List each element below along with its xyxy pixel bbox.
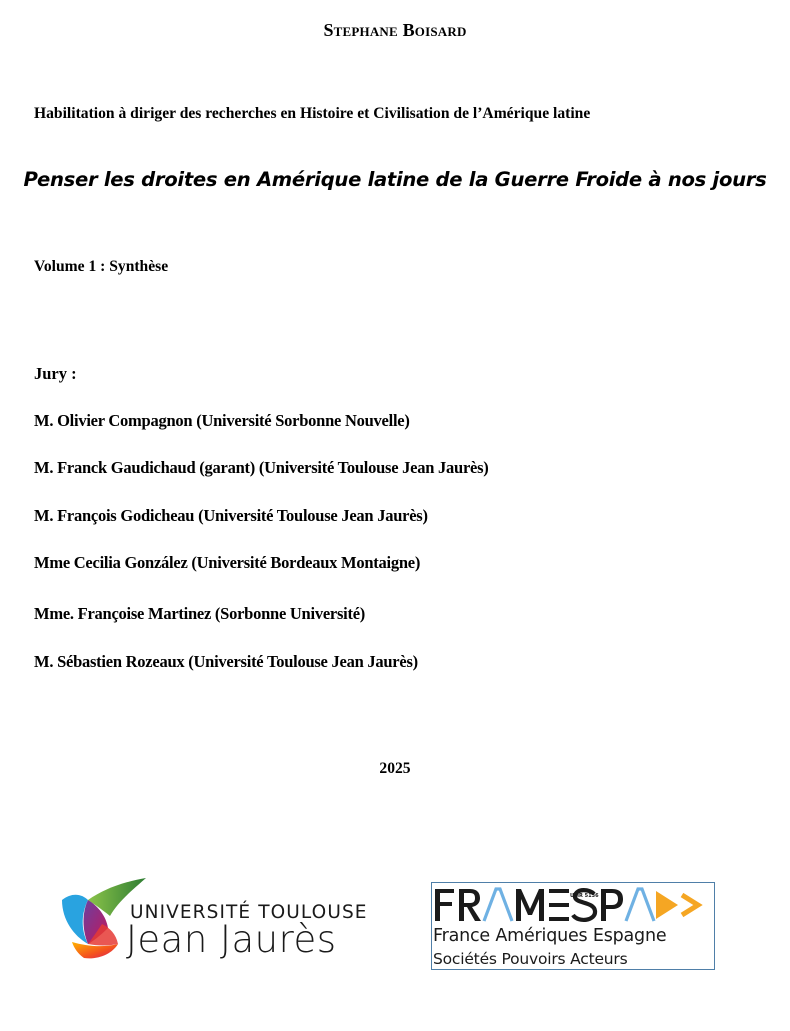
university-logo bbox=[58, 872, 398, 964]
jury-label: Jury : bbox=[34, 364, 77, 383]
jury-member: Mme Cecilia González (Université Bordeaux Montaigne) bbox=[34, 553, 421, 572]
jury-member: Mme. Françoise Martinez (Sorbonne Université) bbox=[34, 604, 366, 623]
degree-line: Habilitation à diriger des recherches en Histoire et Civilisation de l’Amérique latine bbox=[34, 105, 591, 122]
jury-member: M. Franck Gaudichaud (garant) (Université Toulouse Jean Jaurès) bbox=[34, 458, 489, 477]
thesis-title: Penser les droites en Amérique latine de la Guerre Froide à nos jours bbox=[23, 168, 767, 191]
framespa-subtitle-2: Sociétés Pouvoirs Acteurs bbox=[433, 950, 628, 968]
framespa-logo bbox=[431, 882, 715, 970]
framespa-subtitle-1: France Amériques Espagne bbox=[433, 926, 667, 946]
jury-member: M. Sébastien Rozeaux (Université Toulouse Jean Jaurès) bbox=[34, 652, 418, 671]
jury-member: M. Olivier Compagnon (Université Sorbonne Nouvelle) bbox=[34, 411, 410, 430]
university-logo-line2: Jean Jaurès bbox=[126, 918, 337, 961]
volume-label: Volume 1 : Synthèse bbox=[34, 258, 169, 275]
year: 2025 bbox=[379, 760, 411, 777]
framespa-umr: UMR 5136 bbox=[570, 893, 599, 899]
framespa-wordmark-icon bbox=[432, 883, 716, 927]
university-logo-line1: UNIVERSITÉ TOULOUSE bbox=[130, 902, 368, 923]
author-name: Stephane Boisard bbox=[323, 20, 467, 40]
jury-member: M. François Godicheau (Université Toulouse Jean Jaurès) bbox=[34, 506, 428, 525]
